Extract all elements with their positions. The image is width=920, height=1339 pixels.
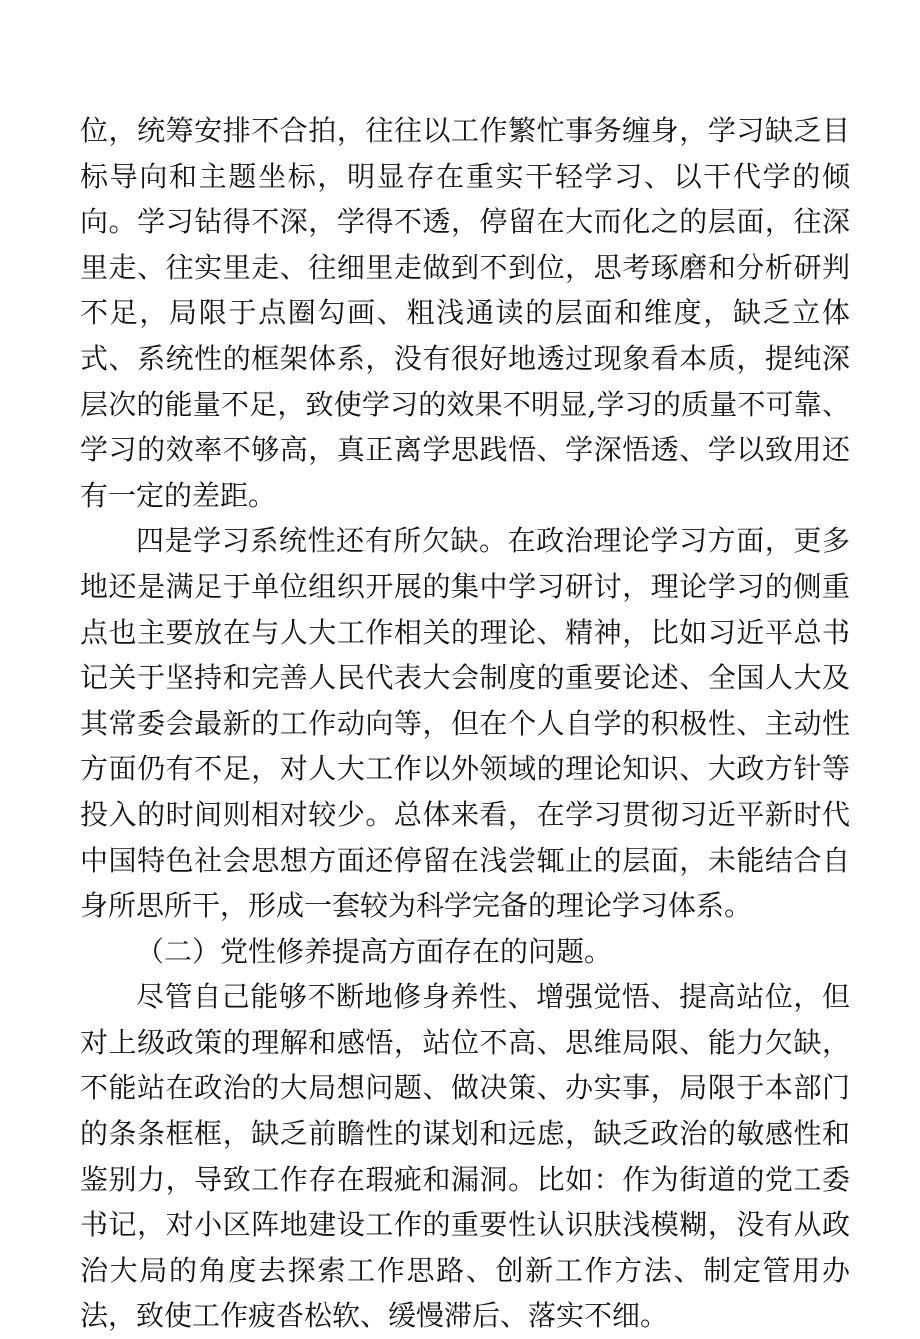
paragraph-continued: 位，统筹安排不合拍，往往以工作繁忙事务缠身，学习缺乏目标导向和主题坐标，明显存在重实干轻学习、以干代学的倾向。学习钻得不深，学得不透，停留在大而化之的层面，往深里走、往实里走、往细里走做到不到位，思考琢磨和分析研判不足，局限于点圈勾画、粗浅通读的层面和维度，缺乏立体式、系统性的框架体系，没有很好地透过现象看本质，提纯深层次的能量不足，致使学习的效果不明显,学习的质量不可靠、学习的效率不够高，真正离学思践悟、学深悟透、学以致用还有一定的差距。 — [80, 114, 850, 512]
section-heading: （二）党性修养提高方面存在的问题。 — [136, 934, 613, 968]
document-body — [80, 108, 850, 1339]
paragraph-party-spirit: 尽管自己能够不断地修身养性、增强觉悟、提高站位，但对上级政策的理解和感悟，站位不高、思维局限、能力欠缺，不能站在政治的大局想问题、做决策、办实事，局限于本部门的条条框框，缺乏前瞻性的谋划和远虑，缺乏政治的敏感性和鉴别力，导致工作存在瑕疵和漏洞。比如：作为街道的党工委书记，对小区阵地建设工作的重要性认识肤浅模糊，没有从政治大局的角度去探索工作思路、创新工作方法、制定管用办法，致使工作疲沓松软、缓慢滞后、落实不细。 — [80, 980, 850, 1333]
paragraph-point-four: 四是学习系统性还有所欠缺。在政治理论学习方面，更多地还是满足于单位组织开展的集中学习研讨，理论学习的侧重点也主要放在与人大工作相关的理论、精神，比如习近平总书记关于坚持和完善人民代表大会制度的重要论述、全国人大及其常委会最新的工作动向等，但在个人自学的积极性、主动性方面仍有不足，对人大工作以外领域的理论知识、大政方针等投入的时间则相对较少。总体来看，在学习贯彻习近平新时代中国特色社会思想方面还停留在浅尝辄止的层面，未能结合自身所思所干，形成一套较为科学完备的理论学习体系。 — [80, 524, 850, 923]
